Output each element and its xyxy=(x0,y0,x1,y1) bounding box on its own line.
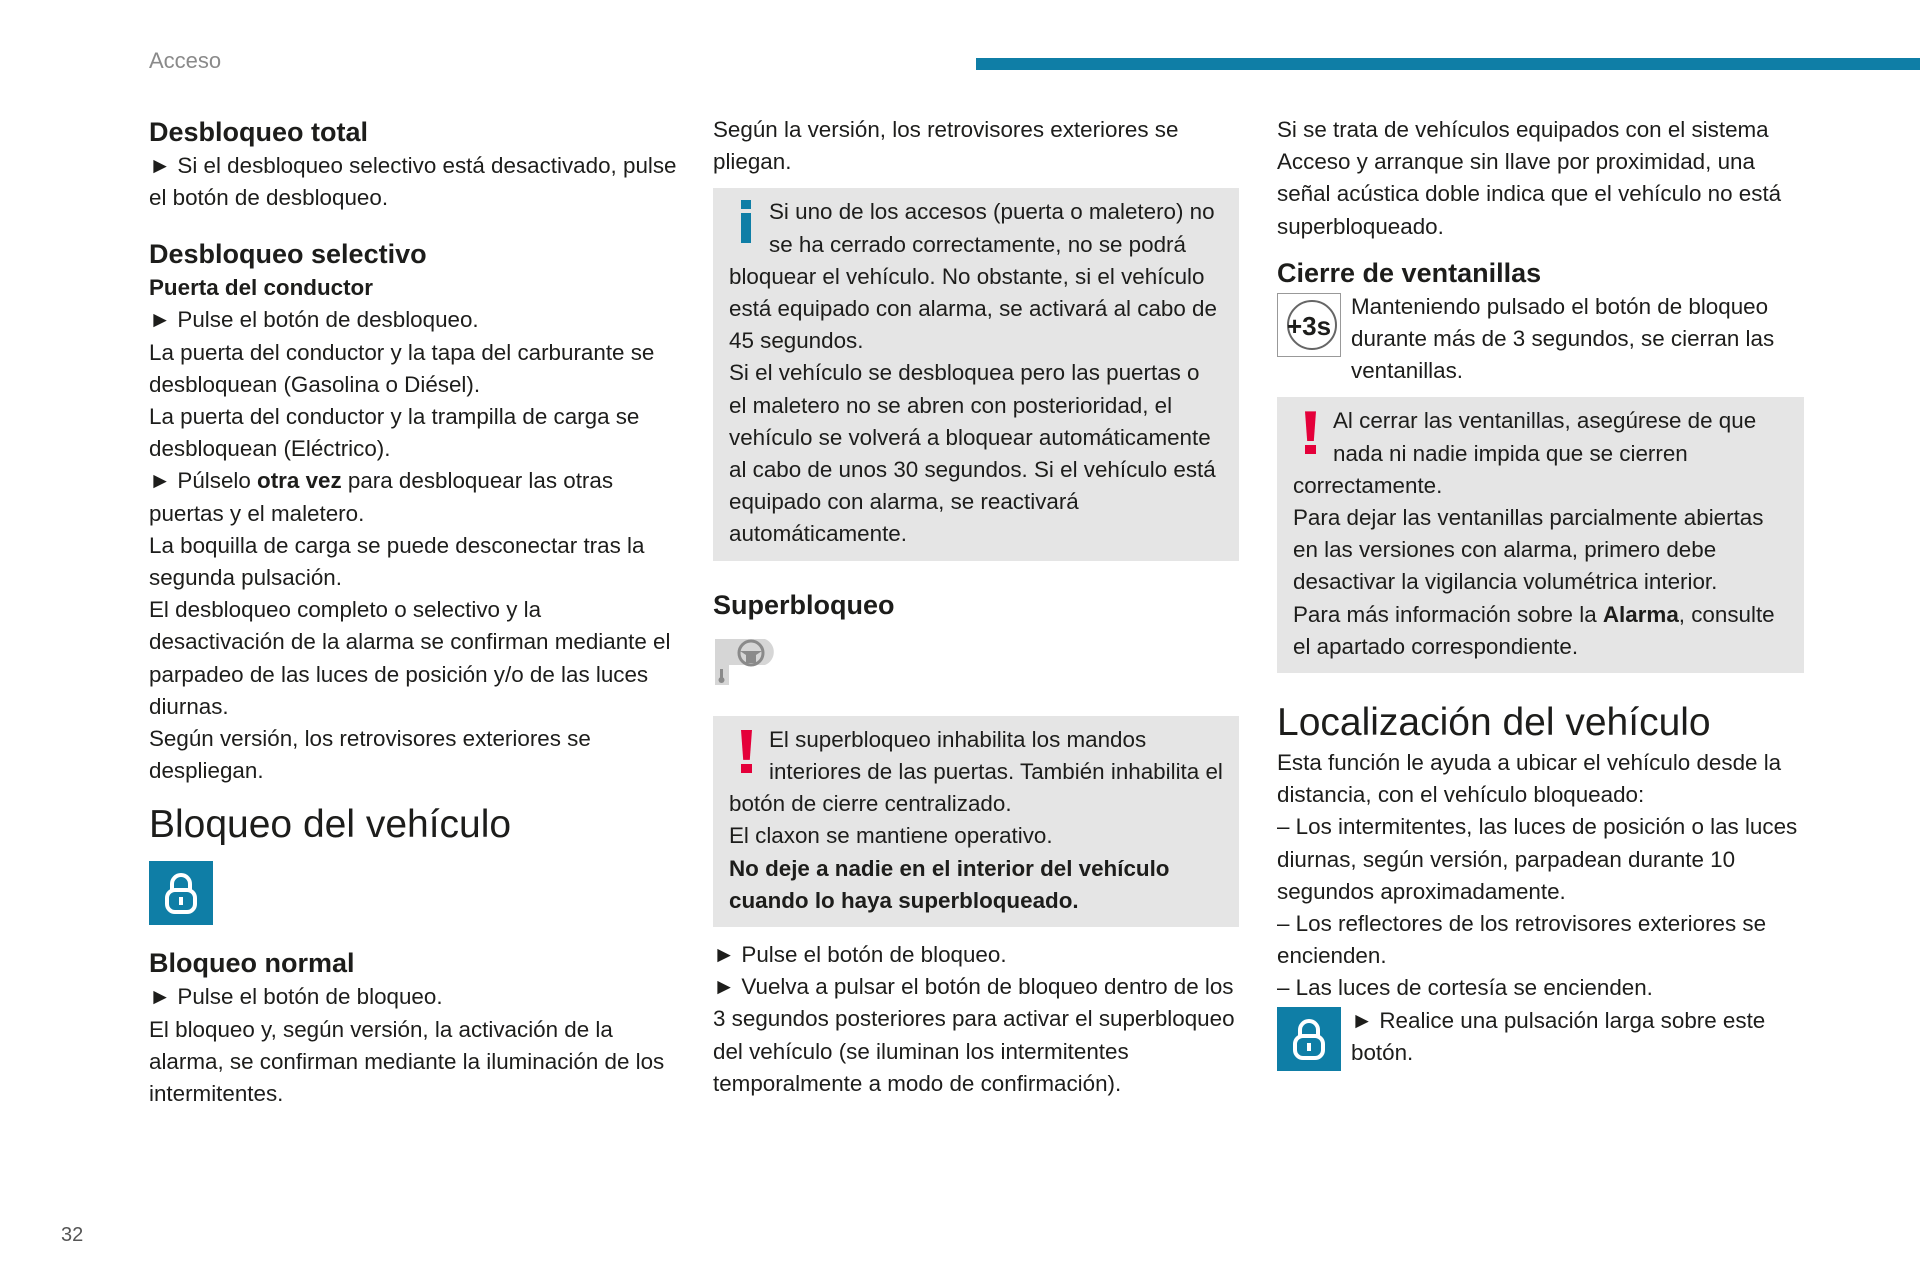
text-bold: Alarma xyxy=(1602,601,1679,627)
paragraph: Esta función le ayuda a ubicar el vehículo desde la distancia, con el vehículo bloqueado: xyxy=(1277,750,1782,808)
text: Para más información sobre la xyxy=(1293,601,1603,627)
warning-icon xyxy=(729,724,763,776)
list-item: – Los reflectores de los retrovisores exteriores se encienden. xyxy=(1277,911,1767,969)
paragraph: ► Realice una pulsación larga sobre este botón. xyxy=(1351,1007,1766,1065)
paragraph: La puerta del conductor y la trampilla de carga se desbloquean (Eléctrico). xyxy=(149,404,640,462)
heading-desbloqueo-total: Desbloqueo total xyxy=(149,117,369,147)
warning-box xyxy=(713,716,1239,927)
paragraph: El bloqueo y, según versión, la activación de la alarma, se confirman mediante la iluminación de los intermitentes. xyxy=(149,1016,665,1107)
paragraph: ► Pulse el botón de desbloqueo. xyxy=(149,307,479,333)
warning-text: El superbloqueo inhabilita los mandos interiores de las puertas. También inhabilita el botón de cierre centralizado. xyxy=(729,726,1223,817)
column-3 xyxy=(1277,114,1804,1071)
steering-lock-icon xyxy=(713,637,1239,696)
paragraph xyxy=(149,465,679,529)
paragraph: ► Pulse el botón de bloqueo. xyxy=(713,942,1007,968)
three-seconds-icon xyxy=(1277,293,1341,357)
warning-text xyxy=(1293,599,1788,663)
heading-localizacion: Localización del vehículo xyxy=(1277,701,1711,745)
three-seconds-label: +3s xyxy=(1286,310,1332,341)
header-accent-bar xyxy=(976,58,1920,70)
paragraph: Si se trata de vehículos equipados con el sistema Acceso y arranque sin llave por proximidad, una señal acústica doble indica que el vehículo no está superbloqueado. xyxy=(1277,117,1782,239)
paragraph: ► Si el desbloqueo selectivo está desactivado, pulse el botón de desbloqueo. xyxy=(149,153,677,211)
warning-text: Para dejar las ventanillas parcialmente abiertas en las versiones con alarma, primero debe desactivar la vigilancia volumétrica interior. xyxy=(1293,505,1764,595)
list-item: – Los intermitentes, las luces de posición o las luces diurnas, según versión, parpadean durante 10 segundos aproximadamente. xyxy=(1277,814,1798,904)
text-bold: otra vez xyxy=(257,468,342,494)
info-box xyxy=(713,188,1239,560)
warning-text: El claxon se mantiene operativo. xyxy=(729,823,1053,849)
paragraph: Según la versión, los retrovisores exteriores se pliegan. xyxy=(713,117,1179,175)
column-2 xyxy=(713,114,1239,1100)
info-text: Si el vehículo se desbloquea pero las puertas o el maletero no se abren con posterioridad, el vehículo se volverá a bloquear automáticamente al cabo de unos 30 segundos. Si el vehículo está equipado con alarma, se reactivará automáticamente. xyxy=(729,360,1216,547)
text: , consulte el apartado correspondiente. xyxy=(1293,601,1775,659)
warning-text xyxy=(729,853,1223,917)
warning-box xyxy=(1277,397,1804,673)
paragraph: El desbloqueo completo o selectivo y la desactivación de la alarma se confirman mediante el parpadeo de las luces de posición y/o de las luces diurnas. xyxy=(149,597,671,719)
subheading-conductor: Puerta del conductor xyxy=(149,275,373,301)
info-icon xyxy=(729,196,763,246)
text-bold: No deje a nadie en el interior del vehículo cuando lo haya superbloqueado. xyxy=(729,855,1170,913)
lock-icon xyxy=(1277,1007,1341,1071)
warning-text: Al cerrar las ventanillas, asegúrese de que nada ni nadie impida que se cierren correctamente. xyxy=(1293,408,1757,498)
heading-cierre-ventanillas: Cierre de ventanillas xyxy=(1277,257,1542,288)
paragraph: La boquilla de carga se puede desconectar tras la segunda pulsación. xyxy=(149,532,645,591)
column-1 xyxy=(149,114,679,1110)
paragraph: Según versión, los retrovisores exteriores se despliegan. xyxy=(149,726,591,784)
heading-superbloqueo: Superbloqueo xyxy=(713,589,895,620)
warning-icon xyxy=(1293,405,1327,457)
list-item: – Las luces de cortesía se encienden. xyxy=(1277,975,1653,1001)
heading-bloqueo-vehiculo: Bloqueo del vehículo xyxy=(149,803,512,847)
paragraph: ► Vuelva a pulsar el botón de bloqueo dentro de los 3 segundos posteriores para activar el superbloqueo del vehículo (se iluminan los intermitentes temporalmente a modo de confirmación). xyxy=(713,974,1235,1096)
paragraph: ► Pulse el botón de bloqueo. xyxy=(149,984,443,1010)
paragraph: La puerta del conductor y la tapa del carburante se desbloquean (Gasolina o Diésel). xyxy=(149,339,655,397)
text: para desbloquear las otras puertas y el maletero. xyxy=(149,468,614,526)
heading-desbloqueo-selectivo: Desbloqueo selectivo xyxy=(149,239,427,270)
paragraph: Manteniendo pulsado el botón de bloqueo durante más de 3 segundos, se cierran las ventanillas. xyxy=(1351,293,1775,384)
page-number: 32 xyxy=(61,1224,84,1246)
lock-icon xyxy=(149,861,213,925)
info-text: Si uno de los accesos (puerta o maletero) no se ha cerrado correctamente, no se podrá bloquear el vehículo. No obstante, si el vehículo está equipado con alarma, se activará al cabo de 45 segundos. xyxy=(729,199,1217,354)
heading-bloqueo-normal: Bloqueo normal xyxy=(149,948,355,979)
section-header: Acceso xyxy=(149,48,222,73)
text: ► Púlselo xyxy=(149,468,258,494)
